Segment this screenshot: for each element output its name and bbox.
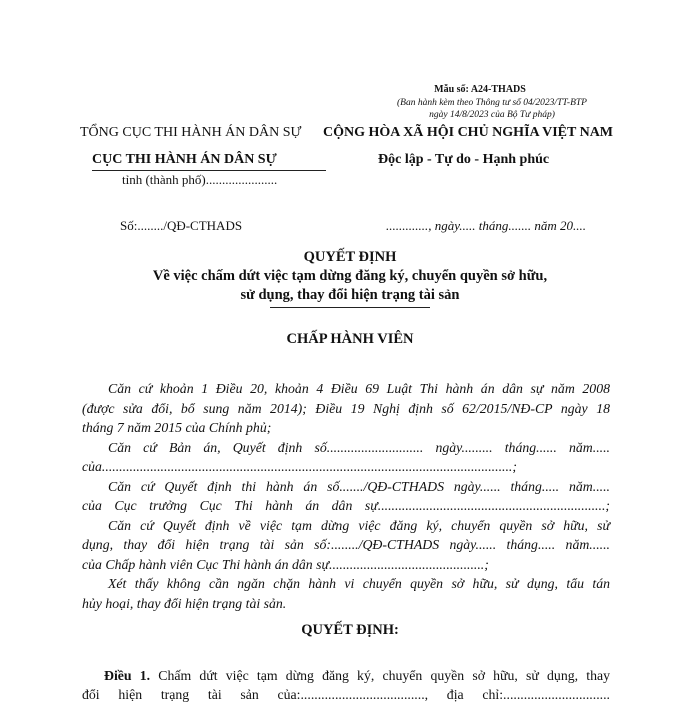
parent-agency: TỔNG CỤC THI HÀNH ÁN DÂN SỰ [80,125,302,140]
document-subject-line1: Về việc chấm dứt việc tạm dừng đăng ký, chuyển quyền sở hữu, [152,268,548,284]
issuer-role: CHẤP HÀNH VIÊN [286,331,414,347]
basis-suspension-line2: dụng, thay đổi hiện trạng tài sản số:......../QĐ-CTHADS ngày...... tháng..... năm...... [82,537,610,552]
whereas-line2: hủy hoại, thay đổi hiện trạng tài sản. [82,595,287,611]
place-and-date: ............., ngày..... tháng....... năm 20.... [386,218,587,233]
form-issuance-note-date: ngày 14/8/2023 của Bộ Tư pháp) [429,110,555,120]
decision-heading: QUYẾT ĐỊNH: [301,622,399,638]
document-title: QUYẾT ĐỊNH [303,249,397,265]
basis-law-line1: Căn cứ khoản 1 Điều 20, khoản 4 Điều 69 Luật Thi hành án dân sự năm 2008 [108,381,610,396]
article-1 [82,666,610,704]
subject-underline [270,307,430,308]
agency-province: tỉnh (thành phố)...................... [122,172,278,187]
basis-law-line3: tháng 7 năm 2015 của Chính phủ; [82,420,272,435]
basis-suspension-line1: Căn cứ Quyết định về việc tạm dừng việc đăng ký, chuyển quyền sở hữu, sử [108,517,610,533]
basis-judgment-line1: Căn cứ Bản án, Quyết định số............................ ngày......... tháng...... năm..... [108,439,610,455]
national-motto: Độc lập - Tự do - Hạnh phúc [378,152,550,167]
legal-bases [82,379,610,613]
article-1-line2: đổi hiện trạng tài sản của:...................................., địa chỉ:............................... [82,687,610,702]
basis-suspension-line3: của Chấp hành viên Cục Thi hành án dân sự.............................................; [82,556,489,572]
basis-law-line2: (được sửa đổi, bổ sung năm 2014); Điều 19 Nghị định số 62/2015/NĐ-CP ngày 18 [82,400,610,416]
whereas-line1: Xét thấy không cần ngăn chặn hành vi chuyển quyền sở hữu, sử dụng, tẩu tán [108,576,610,591]
document-subject-line2: sử dụng, thay đổi hiện trạng tài sản [240,287,460,303]
form-code: Mẫu số: A24-THADS [434,84,526,95]
basis-enforcement-line1: Căn cứ Quyết định thi hành án số......./QĐ-CTHADS ngày...... tháng..... năm..... [108,478,610,494]
national-title: CỘNG HÒA XÃ HỘI CHỦ NGHĨA VIỆT NAM [323,125,614,140]
issuing-agency: CỤC THI HÀNH ÁN DÂN SỰ [92,152,277,167]
agency-underline [92,170,326,171]
basis-enforcement-line2: của Cục trưởng Cục Thi hành án dân sự..................................................................; [82,498,610,513]
document-number: Số:......../QĐ-CTHADS [120,218,243,233]
article-1-line1: Chấm dứt việc tạm dừng đăng ký, chuyển quyền sở hữu, sử dụng, thay [150,668,610,683]
basis-judgment-line2: của.......................................................................................................................; [82,459,517,474]
article-1-label: Điều 1. [104,668,151,683]
form-issuance-note: (Ban hành kèm theo Thông tư số 04/2023/TT-BTP [397,98,587,108]
